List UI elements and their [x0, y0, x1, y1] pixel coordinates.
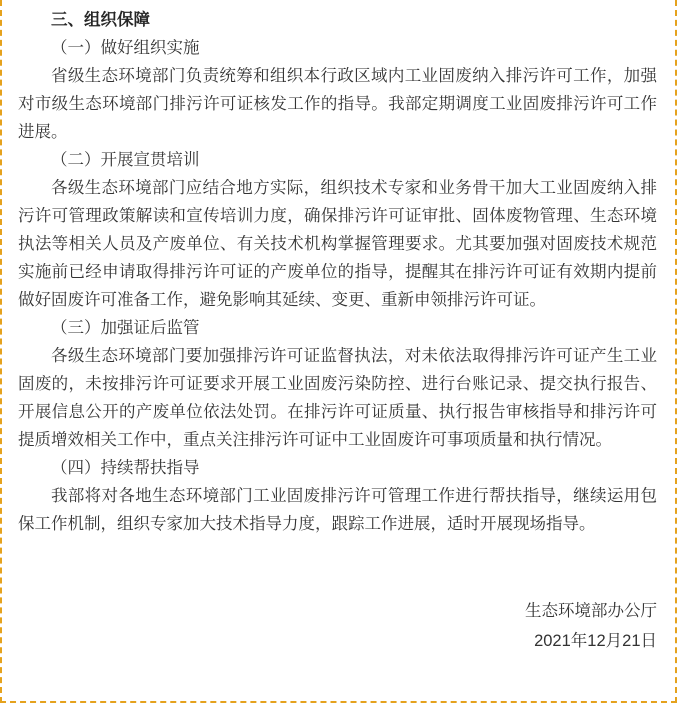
- subsection-3-heading: （三）加强证后监管: [51, 319, 200, 337]
- signature-issuer: 生态环境部办公厅: [525, 602, 657, 620]
- subsection-4-heading: （四）持续帮扶指导: [51, 459, 200, 477]
- subsection-1-paragraph: 省级生态环境部门负责统筹和组织本行政区域内工业固废纳入排污许可工作，加强对市级生态环境部门排污许可证核发工作的指导。我部定期调度工业固废排污许可工作进展。: [18, 67, 657, 141]
- subsection-1-heading: （一）做好组织实施: [51, 39, 200, 57]
- document-body: [2, 0, 675, 656]
- subsection-4-paragraph: 我部将对各地生态环境部门工业固废排污许可管理工作进行帮扶指导，继续运用包保工作机制，组织专家加大技术指导力度，跟踪工作进展，适时开展现场指导。: [18, 487, 657, 533]
- subsection-2-heading: （二）开展宣贯培训: [51, 151, 200, 169]
- subsection-2-paragraph: 各级生态环境部门应结合地方实际，组织技术专家和业务骨干加大工业固废纳入排污许可管理政策解读和宣传培训力度，确保排污许可证审批、固体废物管理、生态环境执法等相关人员及产废单位、有关技术机构掌握管理要求。尤其要加强对固废技术规范实施前已经申请取得排污许可证的产废单位的指导，提醒其在排污许可证有效期内提前做好固废许可准备工作，避免影响其延续、变更、重新申领排污许可证。: [18, 179, 657, 309]
- signature-date: 2021年12月21日: [534, 632, 657, 650]
- signature-block: [18, 596, 657, 656]
- subsection-3-paragraph: 各级生态环境部门要加强排污许可证监督执法，对未依法取得排污许可证产生工业固废的，未按排污许可证要求开展工业固废污染防控、进行台账记录、提交执行报告、开展信息公开的产废单位依法处罚。在排污许可证质量、执行报告审核指导和排污许可提质增效相关工作中，重点关注排污许可证中工业固废许可事项质量和执行情况。: [18, 347, 657, 449]
- section-heading: 三、组织保障: [51, 11, 150, 29]
